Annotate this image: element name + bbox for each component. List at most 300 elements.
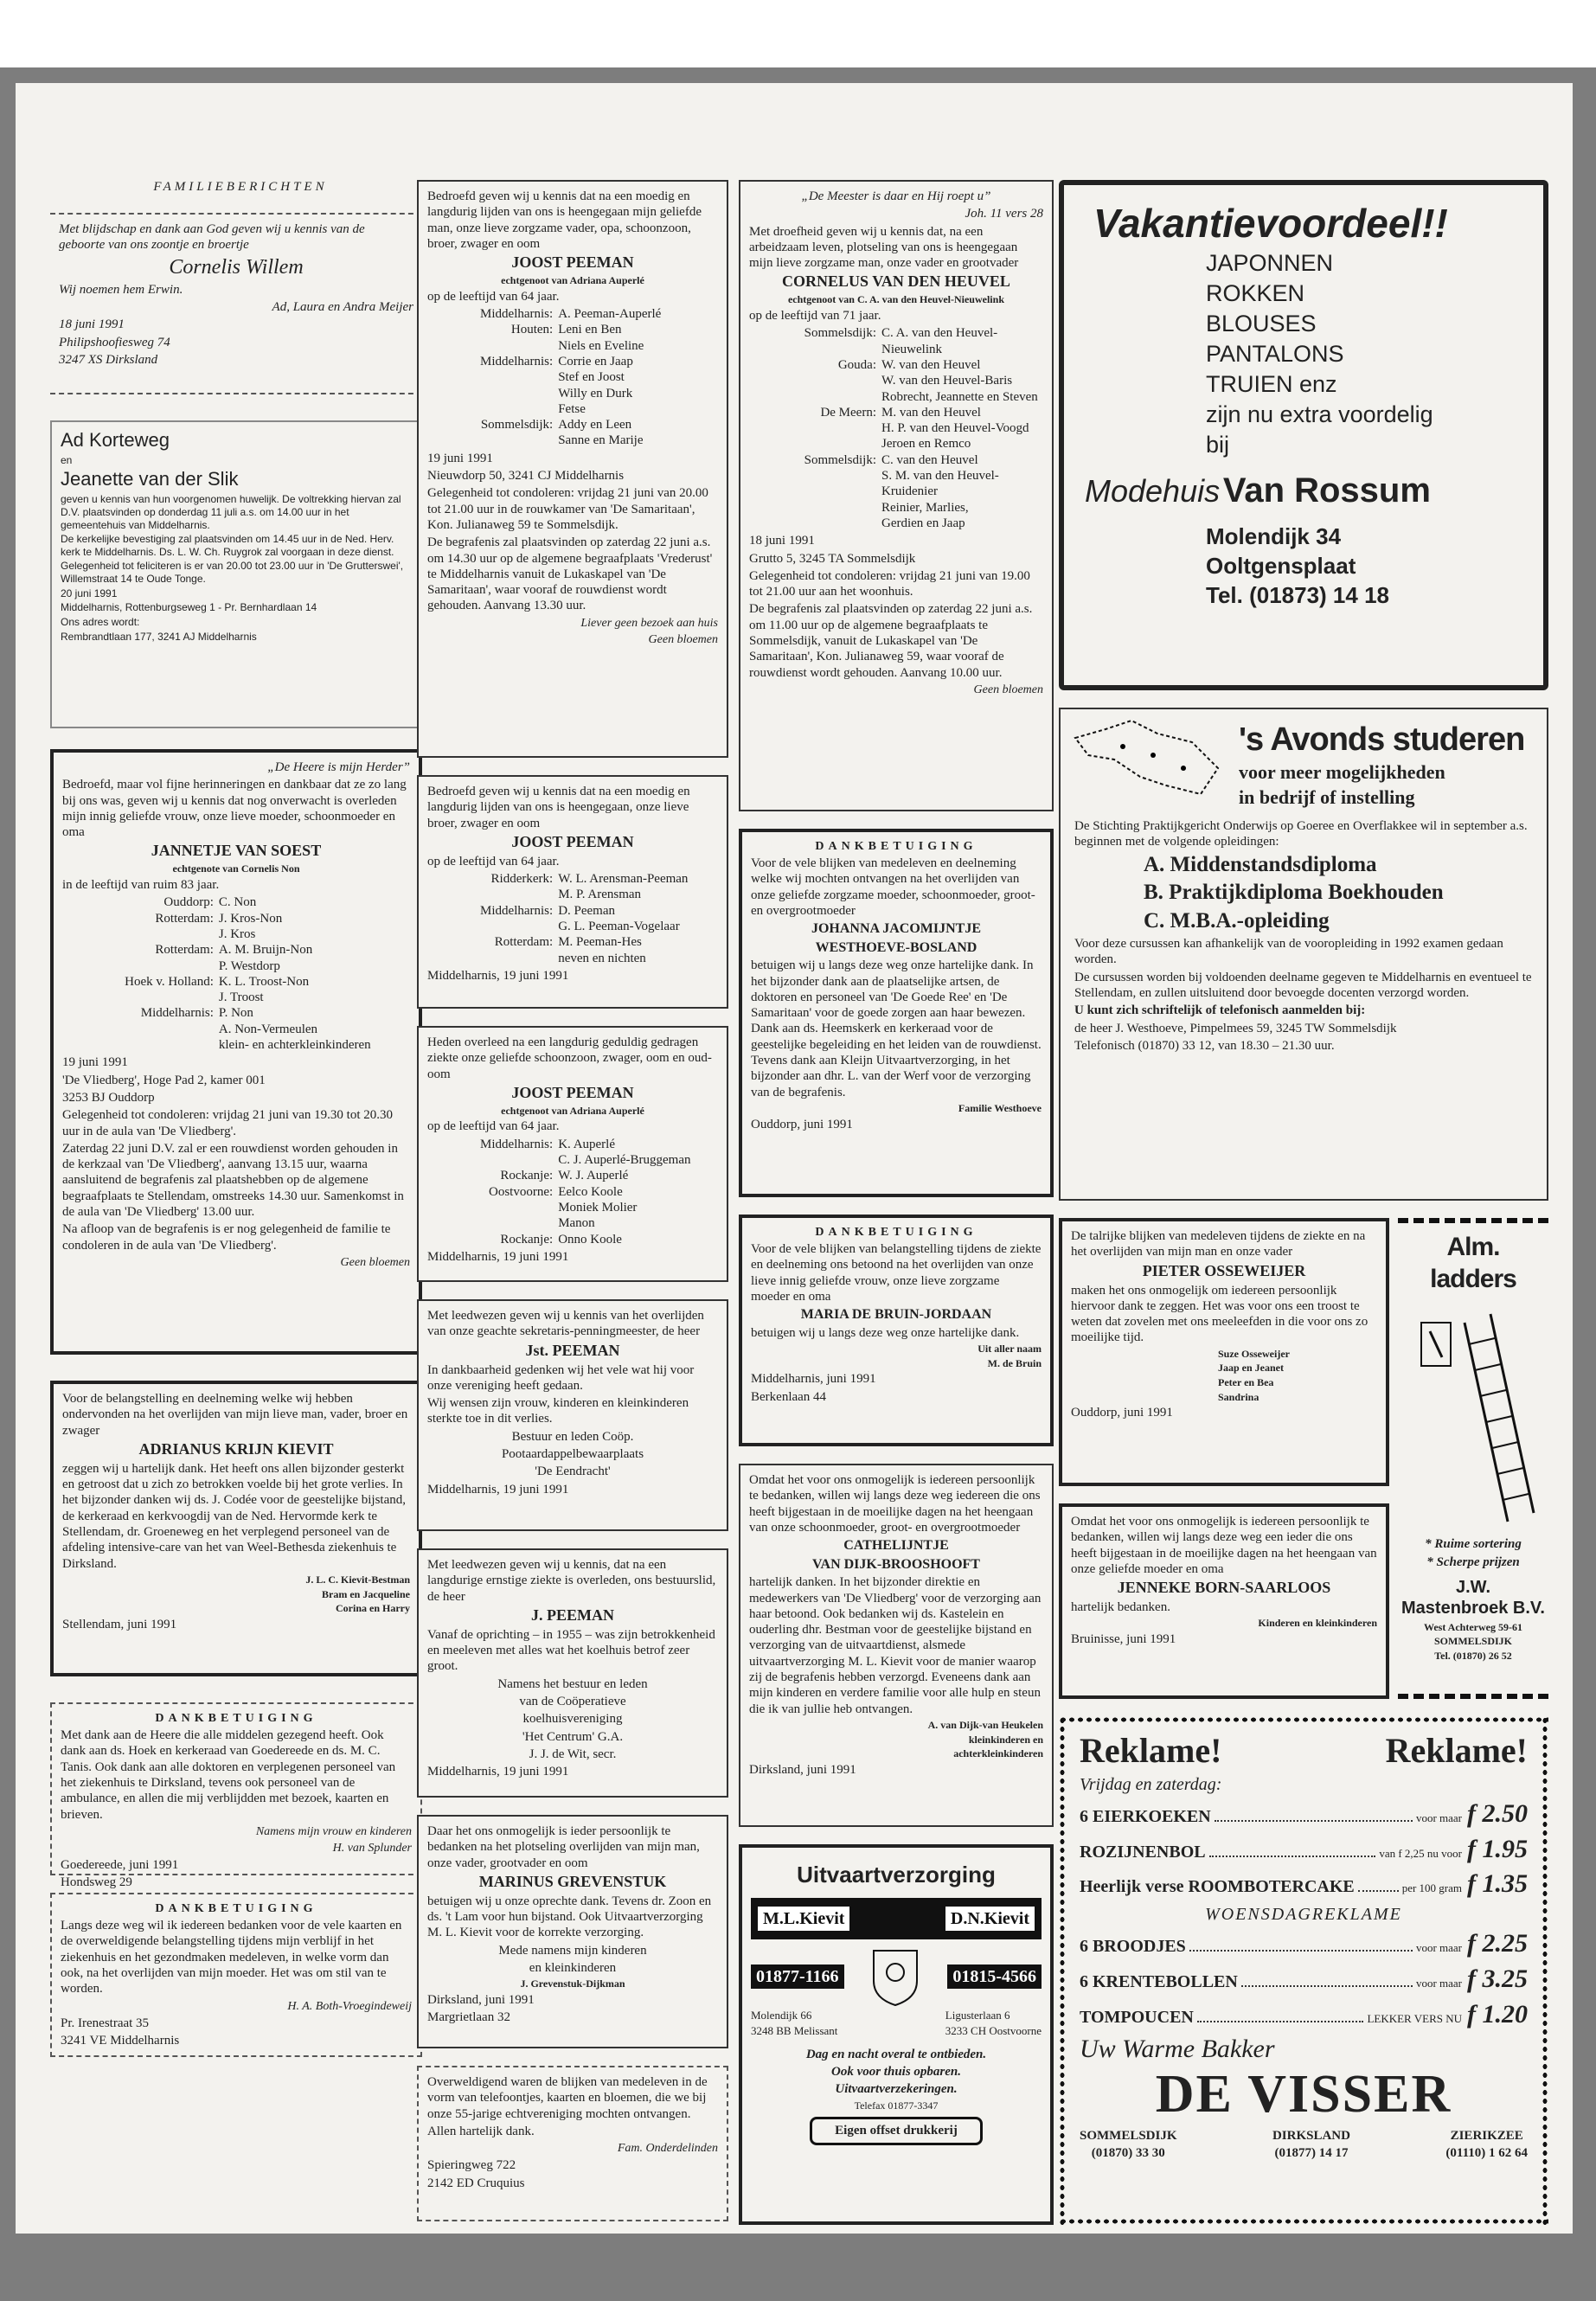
address: 3253 BJ Ouddorp — [62, 1090, 155, 1105]
deceased-name: JENNEKE BORN-SAARLOOS — [1117, 1579, 1331, 1597]
text: echtgenote van Cornelis Non — [172, 862, 300, 875]
family-name: C. Non — [218, 895, 257, 910]
product: Heerlijk verse ROOMBOTERCAKE — [1080, 1877, 1355, 1897]
date: 18 juni 1991 — [749, 534, 815, 548]
dot-leader — [1358, 1890, 1399, 1892]
family-row — [62, 942, 410, 958]
family-name: P. Westdorp — [218, 958, 280, 973]
place-label: Middelharnis: — [480, 1137, 554, 1151]
name: Ad Korteweg — [61, 429, 170, 451]
family-row — [749, 436, 1043, 452]
signature: Familie Westhoeve — [958, 1101, 1042, 1114]
family-row — [62, 926, 410, 942]
family-row — [62, 974, 410, 990]
family-name: Kruidenier — [881, 484, 938, 499]
family-row — [62, 894, 410, 910]
signature: Sandrina — [1218, 1390, 1259, 1403]
family-row — [427, 1168, 718, 1183]
deceased-name: Jst. PEEMAN — [525, 1341, 620, 1359]
place-label — [62, 958, 219, 974]
quote: „De Meester is daar en Hij roept u” — [801, 189, 991, 203]
address: 3247 XS Dirksland — [59, 353, 158, 368]
familieberichten-header: FAMILIEBERICHTEN — [153, 180, 328, 194]
family-row — [427, 433, 718, 448]
family-name: C. J. Auperlé-Bruggeman — [558, 1153, 691, 1168]
text: betuigen wij u onze oprechte dank. Tevens dr. Zoon en ds. 't Lam voor hun bijstand. Ook Uitvaartverzorging M. L. Kievit voor de korrekte verzorging. — [427, 1894, 712, 1940]
name: Jeanette van der Slik — [61, 468, 239, 490]
dankbetuiging-de-bruin — [739, 1215, 1054, 1446]
date: 19 juni 1991 — [62, 1055, 128, 1070]
family-name: Willy en Durk — [558, 386, 633, 401]
place-date: Stellendam, juni 1991 — [62, 1617, 177, 1631]
heading: DANKBETUIGING — [815, 1226, 977, 1239]
text: Met droefheid geven wij u kennis dat, na een arbeidzaam leven, plotseling van ons is heengegaan mijn lieve zorgzame man, onze vader en grootvader — [749, 224, 1019, 271]
place-label: Rotterdam: — [494, 935, 554, 950]
phone: 01815-4566 — [947, 1965, 1042, 1989]
product: 6 KRENTEBOLLEN — [1080, 1971, 1238, 1991]
text: hartelijk danken. In het bijzonder direktie en medewerkers van 'De Vliedberg' voor de verzorging aan haar betoond. Ook bedanken wij ds. Kastelein en ouderling dhr. Bestman voor de geestelijke bijstand en verzorging van de uitvaartdienst, alsmede uitvaartverzorging M. L. Kievit voor de manier waarop zij de begrafenis hebben verzorgd. Eveneens dank aan mijn kinderen en verdere familie voor alle hulp en steun die ik van jullie heb ontvangen. — [749, 1575, 1042, 1716]
feature: * Scherpe prijzen — [1426, 1554, 1520, 1569]
dotted-border — [1059, 2218, 1548, 2225]
deceased-name: JOHANNA JACOMIJNTJE — [811, 921, 981, 937]
text: Allen hartelijk dank. — [427, 2124, 535, 2138]
place-date: Bruinisse, juni 1991 — [1071, 1632, 1176, 1647]
family-name: C. van den Heuvel — [881, 452, 978, 467]
text: Voor deze cursussen kan afhankelijk van de vooropleiding in 1992 examen gedaan worden. — [1074, 937, 1503, 967]
price: f 1.35 — [1467, 1869, 1528, 1899]
dankbetuiging-both — [50, 1893, 422, 2057]
place-date: Middelharnis, 19 juni 1991 — [427, 968, 569, 983]
text: De cursussen worden bij voldoenden deelname gegeven te Middelharnis en eventueel te Stellendam, en zullen uitsluitend door bevoegde docenten verzorgd worden. — [1074, 970, 1532, 1000]
deceased-name: PIETER OSSEWEIJER — [1142, 1261, 1306, 1279]
phone: (01877) 14 17 — [1274, 2146, 1349, 2161]
text: Met dank aan de Heere die alle middelen gezegend heeft. Ook dank aan ds. Hoek en kerkeraad van Goedereede en ds. M. C. Tanis. Ook dank aan alle doktoren en verplegenen personeel van het ziekenhuis te Dirksland, tevens ook personeel van de ambulance, en allen die mij verblijdden met bezoek, kaarten en brieven. — [61, 1728, 396, 1822]
place-label: Oostvoorne: — [489, 1184, 554, 1199]
signature: Geen bloemen — [648, 632, 718, 646]
obituary-van-den-heuvel — [739, 180, 1054, 811]
family-row — [749, 405, 1043, 420]
family-row — [749, 342, 1043, 357]
place-label — [749, 389, 881, 405]
family-row — [427, 1215, 718, 1231]
family-name: M. van den Heuvel — [881, 405, 981, 420]
dot-leader — [1197, 2021, 1364, 2022]
place-label: Rotterdam: — [155, 911, 214, 926]
signature: achterkleinkinderen — [953, 1747, 1043, 1760]
addresses — [751, 2007, 1042, 2040]
product: TOMPOUCEN — [1080, 2007, 1194, 2027]
signature: Geen bloemen — [973, 683, 1043, 696]
text: Voor de vele blijken van medeleven en deelneming welke wij mochten ontvangen na het overlijden van onze geliefde zorgzame moeder, schoonmoeder, groot- en overgrootmoeder — [751, 856, 1035, 918]
family-row — [427, 401, 718, 417]
family-row — [427, 369, 718, 385]
text: Voor de vele blijken van belangstelling tijdens de ziekte en deelneming ons betoond na het overlijden van onze lieve innig geliefde vrouw, onze lieve zorgzame moeder en oma — [751, 1242, 1042, 1304]
address: 3241 VE Middelharnis — [61, 2033, 180, 2048]
place-label — [427, 1200, 558, 1215]
address: Ooltgensplaat — [1206, 553, 1356, 580]
family-name: Jeroen en Remco — [881, 437, 971, 452]
place-label — [427, 919, 558, 934]
deceased-name: J. PEEMAN — [531, 1606, 614, 1624]
course: B. Praktijkdiploma Boekhouden — [1144, 881, 1444, 905]
slogan: Uw Warme Bakker — [1080, 2035, 1275, 2064]
locations — [1080, 2126, 1528, 2163]
family-row — [749, 468, 1043, 484]
place-date: Middelharnis, 19 juni 1991 — [427, 1765, 569, 1779]
dankbetuiging-westhoeve — [739, 829, 1054, 1197]
quote: „De Heere is mijn Herder” — [267, 760, 410, 774]
family-row — [749, 484, 1043, 499]
family-name: M. Peeman-Hes — [558, 935, 642, 950]
deceased-name: MARIA DE BRUIN-JORDAAN — [800, 1307, 992, 1323]
family-row — [427, 1200, 718, 1215]
address: 'De Vliedberg', Hoge Pad 2, kamer 001 — [62, 1073, 266, 1087]
text: Gelegenheid tot condoleren: vrijdag 21 juni van 20.00 tot 21.00 uur in de rouwkamer van 'De Samaritaan', Kon. Julianaweg 59 te Sommelsdijk. — [427, 486, 708, 532]
phone-row — [751, 1946, 1042, 2007]
text: op de leeftijd van 64 jaar. — [427, 1119, 560, 1134]
family-row — [62, 958, 410, 974]
thanks-osseweijer — [1059, 1218, 1389, 1486]
price: f 2.50 — [1467, 1799, 1528, 1829]
text: Daar het ons onmogelijk is ieder persoonlijk te bedanken na het plotseling overlijden van mijn man, onze vader, grootvader en oom — [427, 1824, 700, 1870]
company-name: J.W. Mastenbroek B.V. — [1401, 1578, 1545, 1618]
company-name: D.N.Kievit — [945, 1907, 1035, 1931]
text: Ad, Laura en Andra Meijer — [272, 300, 413, 315]
dot-leader — [1215, 1820, 1413, 1822]
text: Wij wensen zijn vrouw, kinderen en kleinkinderen sterkte toe in dit verlies. — [427, 1396, 689, 1426]
text: betuigen wij u langs deze weg onze hartelijke dank. In het bijzonder dank aan de plaatselijke artsen, de doktoren en personeel van 'De Goede Ree' en 'De Samaritaan' voor de goede zorgen aan haar bewezen. Dank aan ds. Heemskerk en kerkeraad voor de geestelijke begeleiding en het leiden van de rouwdienst. Tevens dank aan Kleijn Uitvaartverzorging, in het bijzonder aan dhr. L. van der Werf voor de verzorging van de begrafenis. — [751, 958, 1042, 1099]
place-label: Gouda: — [837, 357, 876, 372]
ladders-ad — [1398, 1218, 1548, 1699]
family-name: Manon — [558, 1216, 595, 1231]
text: en — [61, 453, 73, 466]
ladder-icon — [1404, 1297, 1542, 1530]
family-row — [427, 306, 718, 322]
thanks-kievit — [50, 1381, 422, 1676]
price: f 1.95 — [1467, 1834, 1528, 1863]
family-name: Gerdien en Jaap — [881, 516, 965, 530]
signature: H. A. Both-Vroegindeweij — [287, 1999, 412, 2013]
location — [1272, 2126, 1350, 2163]
uitvaartverzorging-ad — [739, 1844, 1054, 2225]
family-name: W. L. Arensman-Peeman — [558, 872, 689, 887]
family-row — [427, 322, 718, 337]
text: zeggen wij u hartelijk dank. Het heeft ons allen bijzonder gesterkt en getroost dat u zich zo betrokken voelde bij het grote verlies. In het bijzonder danken wij ds. J. Codée voor de geestelijke bijstand, de kerkeraad en kerkvoogdij van de Ned. Hervormde kerk te Stellendam, dr. Groeneweg en het verplegend personeel van de afdeling intensive-care van het van Weel-Bethesda ziekenhuis te Dirksland. — [62, 1461, 406, 1571]
date: 20 juni 1991 — [61, 586, 118, 599]
feature: * Ruime sortering — [1425, 1537, 1522, 1552]
text: U kunt zich schriftelijk of telefonisch aanmelden bij: — [1074, 1003, 1366, 1018]
price: f 1.20 — [1467, 1999, 1528, 2029]
place-label: Rockanje: — [500, 1169, 554, 1183]
text: Na afloop van de begrafenis is er nog gelegenheid de familie te condoleren in de aula van 'De Vliedberg'. — [62, 1222, 391, 1253]
family-name: K. Auperlé — [558, 1137, 616, 1151]
thanks-born — [1059, 1503, 1389, 1699]
phone: Tel. (01873) 14 18 — [1206, 581, 1389, 608]
signature: Suze Osseweijer — [1218, 1347, 1290, 1360]
deceased-name: CORNELUS VAN DEN HEUVEL — [782, 272, 1010, 291]
place-label: Houten: — [510, 323, 554, 337]
family-row — [62, 1005, 410, 1021]
family-row — [427, 934, 718, 950]
family-name: Addy en Leen — [558, 418, 632, 433]
family-row — [427, 887, 718, 902]
shop-name: Van Rossum — [1222, 471, 1431, 510]
signature: Uit aller naam — [977, 1343, 1042, 1356]
text: Overweldigend waren de blijken van medeleven in de vorm van telefoontjes, kaarten en bloemen, die we bij onze 55-jarige echtvereniging mochten ontvangen. — [427, 2075, 708, 2121]
text: Gelegenheid tot condoleren: vrijdag 21 juni van 19.30 tot 20.30 uur in de aula van 'De Vliedberg'. — [62, 1108, 394, 1138]
signature: Peter en Bea — [1218, 1375, 1274, 1388]
obituary-peeman-5 — [417, 1548, 728, 1798]
signature: Geen bloemen — [340, 1255, 410, 1269]
text: Gelegenheid tot feliciteren is er van 20.00 tot 23.00 uur in 'De Grutterswei', Willemstraat 14 te Oude Tonge. — [61, 560, 404, 586]
family-name: G. L. Peeman-Vogelaar — [558, 920, 680, 934]
address: Berkenlaan 44 — [751, 1389, 827, 1404]
place-label: Middelharnis: — [140, 1006, 214, 1021]
signature: koelhuisvereniging — [522, 1712, 623, 1727]
item: TRUIEN enz — [1206, 370, 1337, 397]
location — [1445, 2126, 1528, 2163]
place-date: Goedereede, juni 1991 — [61, 1858, 179, 1873]
place-label — [749, 500, 881, 516]
dotted-border — [1059, 1716, 1066, 2225]
child-name: Cornelis Willem — [169, 255, 304, 279]
address: Hondsweg 29 — [61, 1875, 132, 1890]
family-name: Sanne en Marije — [558, 433, 644, 448]
deceased-name: ADRIANUS KRIJN KIEVIT — [138, 1439, 334, 1458]
price-item — [1080, 1834, 1528, 1866]
text: Gelegenheid tot condoleren: vrijdag 21 juni van 19.00 tot 21.00 uur aan het woonhuis. — [749, 568, 1030, 599]
ad-title: Reklame! — [1080, 1731, 1222, 1770]
item: JAPONNEN — [1206, 250, 1334, 277]
address: West Achterweg 59-61 — [1424, 1620, 1522, 1633]
address: Pr. Irenestraat 35 — [61, 2016, 150, 2030]
deceased-name: JANNETJE VAN SOEST — [151, 842, 322, 860]
signature: Fam. Onderdelinden — [617, 2142, 718, 2156]
ad-title: Vakantievoordeel!! — [1093, 201, 1448, 246]
crest-icon — [869, 1946, 921, 2007]
place-label — [62, 1022, 219, 1037]
heading: DANKBETUIGING — [815, 840, 977, 853]
place-label: Sommelsdijk: — [804, 452, 876, 467]
price-item — [1080, 1798, 1528, 1830]
address: SOMMELSDIJK — [1433, 1635, 1512, 1648]
deceased-name: JOOST PEEMAN — [511, 832, 634, 850]
place-label: Middelharnis: — [480, 354, 554, 369]
address: Philipshoofiesweg 74 — [59, 335, 170, 349]
date: 19 juni 1991 — [427, 451, 493, 465]
ad-title: 's Avonds studeren — [1239, 721, 1525, 758]
family-row — [427, 1232, 718, 1247]
text: Bedroefd geven wij u kennis dat na een moedig en langdurig lijden van ons is heengegaan mijn geliefde man, onze lieve zorgzame vader, opa, schoonzoon, broer, zwager en oom — [427, 189, 702, 251]
bakery-ad — [1059, 1716, 1548, 2225]
family-row — [749, 357, 1043, 373]
family-row — [749, 325, 1043, 341]
family-row — [427, 386, 718, 401]
phone: 01877-1166 — [751, 1965, 844, 1989]
deceased-name: JOOST PEEMAN — [511, 1083, 634, 1101]
place-label — [427, 887, 558, 902]
signature: Jaap en Jeanet — [1218, 1362, 1284, 1375]
price-note: voor maar — [1415, 1811, 1462, 1825]
heading: DANKBETUIGING — [155, 1902, 317, 1915]
place-label: De Meern: — [820, 405, 876, 420]
date: 18 juni 1991 — [59, 317, 125, 332]
text: Met leedwezen geven wij u kennis, dat na een langdurige ernstige ziekte is overleden, ons bestuurslid, de heer — [427, 1558, 716, 1604]
family-name: J. Troost — [218, 990, 264, 1005]
text: Langs deze weg wil ik iedereen bedanken voor de vele kaarten en de overweldigende belangstelling tijdens mijn verblijf in het ziekenhuis en het gezondmaken medeleven, in welke vorm dan ook, na het overlijden van mijn moeder. Het was om stil van te worden. — [61, 1919, 402, 1997]
family-row — [427, 338, 718, 354]
signature: Namens het bestuur en leden — [497, 1676, 648, 1691]
signature: M. de Bruin — [987, 1356, 1042, 1369]
family-name: Stef en Joost — [558, 370, 625, 385]
family-row — [749, 452, 1043, 468]
place-label: Sommelsdijk: — [804, 326, 876, 341]
text: WOENSDAGREKLAME — [1205, 1904, 1402, 1924]
text: Zaterdag 22 juni D.V. zal er een rouwdienst worden gehouden in de kerkzaal van 'De Vliedberg', aanvang 13.15 uur, waarna aansluitend de begrafenis zal plaatshebben op de algemene begraafplaats te Stellendam, omstreeks 14.30 uur. Samenkomst in de aula van 'De Vliedberg' 13.00 uur. — [62, 1141, 404, 1219]
company-name: M.L.Kievit — [758, 1907, 849, 1931]
text: Heden overleed na een langdurig geduldig gedragen ziekte onze geliefde schoonzoon, zwager, oom en oud-oom — [427, 1035, 712, 1081]
slogan: Uitvaartverzekeringen. — [835, 2082, 958, 2097]
place-label: Rockanje: — [500, 1232, 554, 1247]
family-name: D. Peeman — [558, 903, 616, 918]
family-name: neven en nichten — [558, 951, 646, 965]
place-label — [427, 369, 558, 385]
family-name: Fetse — [558, 401, 586, 416]
location — [1080, 2126, 1177, 2163]
place-date: Middelharnis, juni 1991 — [751, 1372, 876, 1387]
signature: en kleinkinderen — [529, 1961, 617, 1976]
family-name: Eelco Koole — [558, 1184, 623, 1199]
slogan: Ook voor thuis opbaren. — [830, 2065, 962, 2080]
text: hartelijk bedanken. — [1071, 1600, 1170, 1615]
product: 6 EIERKOEKEN — [1080, 1807, 1211, 1827]
price-list — [1080, 1928, 1528, 2030]
signature: Liever geen bezoek aan huis — [580, 616, 718, 630]
family-row — [427, 354, 718, 369]
item: ROKKEN — [1206, 280, 1305, 307]
text: echtgenoot van Adriana Auperlé — [501, 1104, 644, 1117]
text: op de leeftijd van 64 jaar. — [427, 289, 560, 304]
text: op de leeftijd van 71 jaar. — [749, 309, 881, 324]
place-label: Sommelsdijk: — [480, 418, 554, 433]
family-row — [427, 417, 718, 433]
family-name: A. M. Bruijn-Non — [218, 943, 313, 958]
family-name: Corrie en Jaap — [558, 354, 633, 369]
text: zijn nu extra voordelig — [1206, 401, 1433, 427]
place-date: Ouddorp, juni 1991 — [751, 1117, 853, 1131]
text: De kerkelijke bevestiging zal plaatsvinden om 14.45 uur in de Ned. Herv. kerk te Middelharnis. Ds. L. W. Ch. Ruygrok zal voorgaan in deze dienst. — [61, 533, 394, 558]
address: 3233 CH Oostvoorne — [945, 2023, 1042, 2037]
deceased-name: JOOST PEEMAN — [511, 253, 634, 272]
text: op de leeftijd van 64 jaar. — [427, 854, 560, 868]
text: Wij noemen hem Erwin. — [59, 282, 183, 297]
family-name: Niels en Eveline — [558, 338, 644, 353]
family-row — [749, 500, 1043, 516]
place-date: Ouddorp, juni 1991 — [1071, 1406, 1173, 1420]
family-name: Leni en Ben — [558, 323, 622, 337]
name-bar — [751, 1898, 1042, 1939]
bakery-titles — [1080, 1730, 1528, 1772]
signature: Namens mijn vrouw en kinderen — [255, 1824, 412, 1838]
place-label — [62, 990, 219, 1005]
family-name: A. Non-Vermeulen — [218, 1022, 318, 1036]
obituary-peeman-1 — [417, 180, 728, 758]
family-row — [749, 516, 1043, 531]
family-row — [427, 951, 718, 966]
course: A. Middenstandsdiploma — [1144, 852, 1377, 876]
family-name: C. A. van den Heuvel- — [881, 326, 998, 341]
dot-leader — [1241, 1985, 1413, 1987]
text: Met leedwezen geven wij u kennis van het overlijden van onze geachte sekretaris-penningmeester, de heer — [427, 1309, 704, 1339]
text: Bedroefd, maar vol fijne herinneringen en dankbaar dat ze zo lang bij ons was, geven wij u kennis dat nog onverwacht is overleden mijn innig geliefde vrouw, onze lieve moeder, schoonmoeder en oma — [62, 778, 407, 840]
vakantievoordeel-ad — [1059, 180, 1548, 690]
family-list — [427, 306, 718, 449]
family-row — [62, 911, 410, 926]
family-row — [427, 1152, 718, 1168]
thanks-grevenstuk — [417, 1815, 728, 2048]
family-name: W. van den Heuvel — [881, 357, 981, 372]
scan-top-margin — [0, 0, 1596, 67]
text: echtgenoot van C. A. van den Heuvel-Nieuwelink — [787, 293, 1004, 306]
place-date: Dirksland, juni 1991 — [749, 1762, 856, 1777]
family-name: Nieuwelink — [881, 342, 942, 356]
price-note: per 100 gram — [1401, 1881, 1462, 1895]
brand-name: DE VISSER — [1155, 2064, 1452, 2124]
dotted-border — [1059, 1716, 1548, 1723]
text: De Stichting Praktijkgericht Onderwijs op Goeree en Overflakkee wil in september a.s. beginnen met de volgende opleidingen: — [1074, 819, 1528, 849]
course: C. M.B.A.-opleiding — [1144, 908, 1330, 933]
obituary-peeman-4 — [417, 1299, 728, 1531]
place-label — [749, 342, 881, 357]
family-row — [427, 903, 718, 919]
family-row — [62, 1022, 410, 1037]
address: 2142 ED Cruquius — [427, 2176, 525, 2190]
signature: Kinderen en kleinkinderen — [1258, 1617, 1377, 1630]
place-label: Hoek v. Holland: — [125, 974, 214, 989]
family-list — [427, 1137, 718, 1247]
newspaper-page — [16, 83, 1573, 2234]
price-note: voor maar — [1415, 1976, 1462, 1990]
family-row — [427, 871, 718, 887]
wedding-announcement — [50, 420, 422, 728]
family-row — [62, 1037, 410, 1053]
family-name: S. M. van den Heuvel- — [881, 469, 999, 484]
family-name: Moniek Molier — [558, 1200, 638, 1215]
phone: (01870) 33 30 — [1091, 2146, 1165, 2161]
place-label — [427, 951, 558, 966]
deceased-name: CATHELIJNTJE — [843, 1538, 949, 1554]
ad-title: Alm. ladders — [1430, 1233, 1516, 1293]
text: Vrijdag en zaterdag: — [1080, 1774, 1222, 1794]
family-row — [427, 1137, 718, 1152]
thanks-van-dijk — [739, 1464, 1054, 1827]
text: De begrafenis zal plaatsvinden op zaterdag 22 juni a.s. om 11.00 uur op de algemene begraafplaats te Sommelsdijk, vanuit de Lukaskapel van 'De Samaritaan', Kon. Julianaweg 59, waar vooraf de rouwdienst wordt gehouden. Aanvang 10.00 uur. — [749, 602, 1033, 680]
deceased-name: VAN DIJK-BROOSHOOFT — [812, 1556, 980, 1572]
dankbetuiging-splunder — [50, 1702, 422, 1890]
fax: Telefax 01877-3347 — [854, 2099, 939, 2112]
town: ZIERIKZEE — [1450, 2128, 1523, 2143]
signature: Bram en Jacqueline — [322, 1587, 410, 1600]
price-list — [1080, 1798, 1528, 1900]
family-row — [749, 389, 1043, 405]
place-date: Dirksland, juni 1991 — [427, 1992, 535, 2007]
signature: kleinkinderen en — [968, 1733, 1043, 1746]
signature: Pootaardappelbewaarplaats — [501, 1447, 644, 1462]
address: Spieringweg 722 — [427, 2158, 516, 2173]
deceased-name: WESTHOEVE-BOSLAND — [815, 939, 977, 955]
family-list — [749, 325, 1043, 531]
ad-title: Uitvaartverzorging — [797, 1862, 996, 1888]
